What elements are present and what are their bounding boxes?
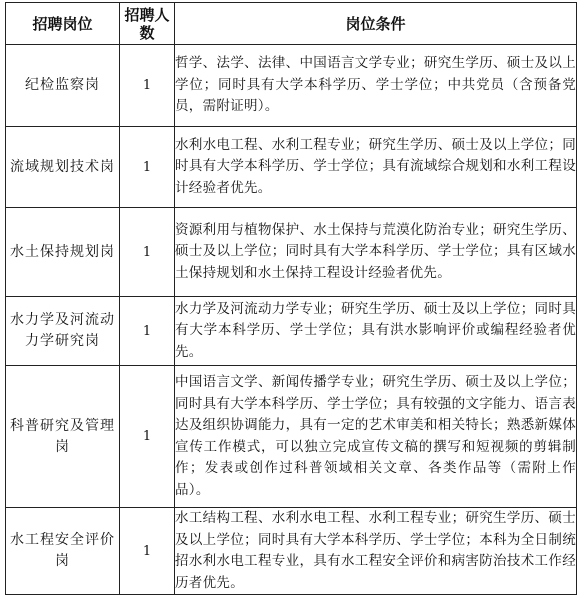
cell-requirements: 资源利用与植物保护、水土保持与荒漠化防治专业；研究生学历、硕士及以上学位；同时具有大学本科学历、学士学位；具有区域水土保持规划和水土保持工程设计经验者优先。 [175,208,577,297]
cell-count: 1 [120,208,175,297]
cell-requirements: 中国语言文学、新闻传播学专业；研究生学历、硕士及以上学位；同时具有大学本科学历、学士学位；具有较强的文字能力、语言表达及组织协调能力，具有一定的艺术审美和相关特长；熟悉新媒体宣传工作模式，可以独立完成宣传文稿的撰写和短视频的剪辑制作；发表或创作过科普领域相关文章、各类作品等（需附上作品）。 [175,366,577,508]
cell-count: 1 [120,297,175,366]
table-row [6,297,577,366]
cell-position: 水土保持规划岗 [6,208,120,297]
cell-count: 1 [120,127,175,208]
table-row [6,366,577,508]
header-row [6,3,577,45]
cell-position: 纪检监察岗 [6,45,120,127]
header-requirements: 岗位条件 [175,3,577,45]
cell-requirements: 水工结构工程、水利水电工程、水利工程专业；研究生学历、硕士及以上学位；同时具有大学本科学历、学士学位；本科为全日制统招水利水电工程专业，具有水工程安全评价和病害防治技术工作经历者优先。 [175,508,577,595]
table-header [6,3,577,45]
header-count: 招聘人数 [120,3,175,45]
table-row [6,45,577,127]
cell-position: 科普研究及管理岗 [6,366,120,508]
cell-position: 流域规划技术岗 [6,127,120,208]
recruitment-table [5,2,577,595]
table-row [6,208,577,297]
cell-requirements: 哲学、法学、法律、中国语言文学专业；研究生学历、硕士及以上学位；同时具有大学本科学历、学士学位；中共党员（含预备党员，需附证明）。 [175,45,577,127]
table-body [6,45,577,595]
table-row [6,127,577,208]
header-position: 招聘岗位 [6,3,120,45]
cell-position: 水力学及河流动力学研究岗 [6,297,120,366]
cell-requirements: 水利水电工程、水利工程专业；研究生学历、硕士及以上学位；同时具有大学本科学历、学士学位；具有流域综合规划和水利工程设计经验者优先。 [175,127,577,208]
table-row [6,508,577,595]
cell-requirements: 水力学及河流动力学专业；研究生学历、硕士及以上学位；同时具有大学本科学历、学士学位；具有洪水影响评价或编程经验者优先。 [175,297,577,366]
cell-count: 1 [120,45,175,127]
cell-position: 水工程安全评价岗 [6,508,120,595]
cell-count: 1 [120,366,175,508]
cell-count: 1 [120,508,175,595]
